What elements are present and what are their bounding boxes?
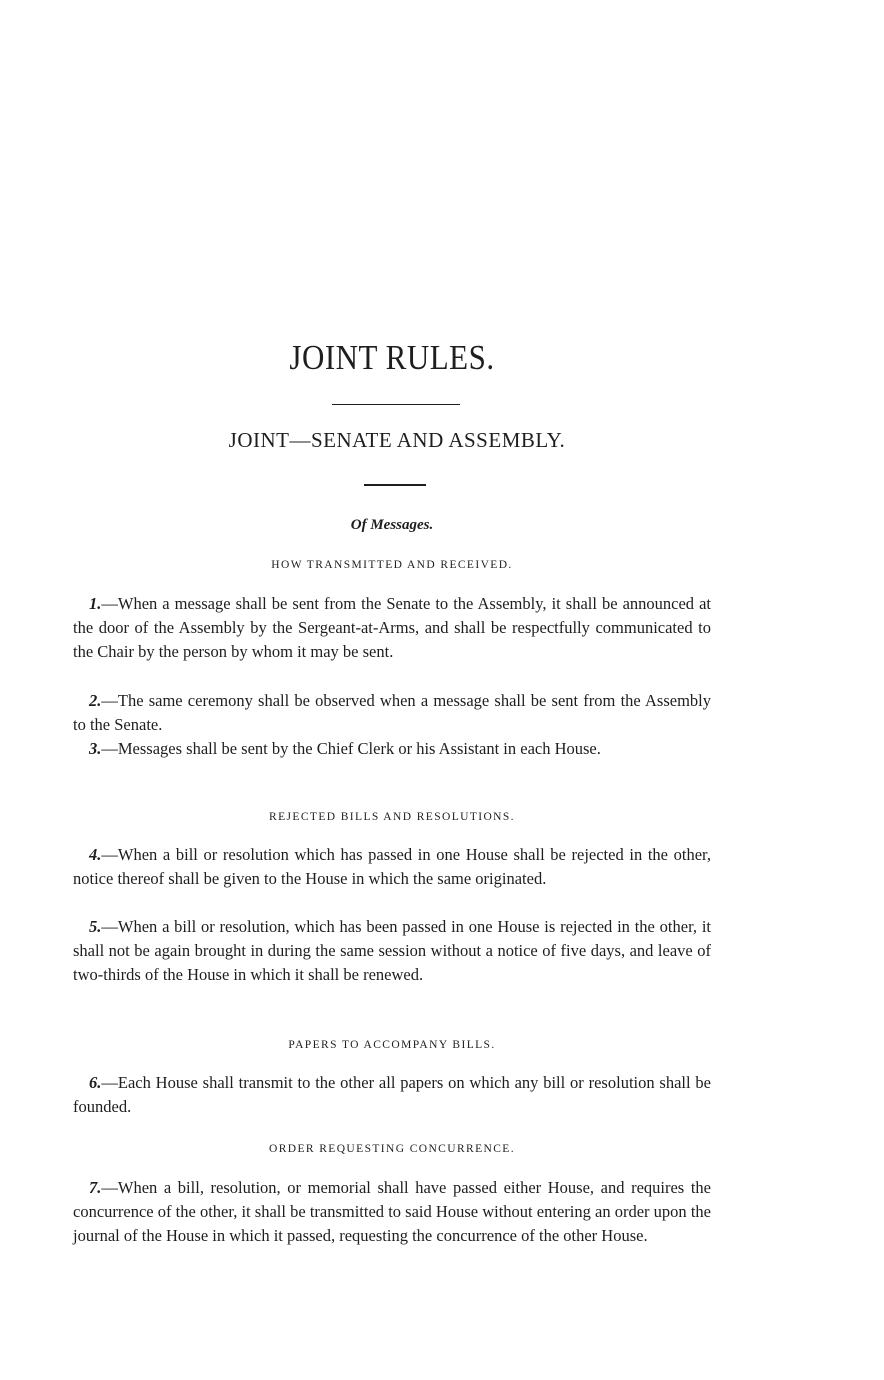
title-divider [332, 404, 460, 405]
subheading-papers: PAPERS TO ACCOMPANY BILLS. [288, 1039, 496, 1051]
rule-number: 5. [89, 917, 102, 936]
rule-7 [73, 1176, 711, 1248]
rule-text: —When a bill or resolution which has passed in one House shall be rejected in the other, notice thereof shall be given to the House in which the same originated. [73, 845, 711, 888]
rule-number: 7. [89, 1178, 102, 1197]
page-title: JOINT RULES. [289, 337, 495, 378]
rule-2 [73, 689, 711, 737]
rule-text: —When a bill or resolution, which has been passed in one House is rejected in the other, it shall not be again brought in during the same session without a notice of five days, and leave of two-thirds of the House in which it shall be renewed. [73, 917, 711, 984]
subheading-how-transmitted: HOW TRANSMITTED AND RECEIVED. [271, 559, 513, 571]
rule-4 [73, 843, 711, 891]
rule-5 [73, 915, 711, 987]
rule-number: 3. [89, 739, 102, 758]
rule-number: 4. [89, 845, 102, 864]
rule-text: —The same ceremony shall be observed when a message shall be sent from the Assembly to the Senate. [73, 691, 711, 734]
rule-number: 2. [89, 691, 102, 710]
rule-number: 6. [89, 1073, 102, 1092]
rule-3 [73, 737, 711, 761]
rule-number: 1. [89, 594, 102, 613]
subtitle-divider [364, 484, 426, 486]
rule-text: —When a bill, resolution, or memorial shall have passed either House, and requires the concurrence of the other, it shall be transmitted to said House without entering an order upon the journal of the House in which it passed, requesting the concurrence of the other House. [73, 1178, 711, 1245]
rule-6 [73, 1071, 711, 1119]
subheading-rejected-bills: REJECTED BILLS AND RESOLUTIONS. [269, 811, 515, 823]
page-subtitle: JOINT—SENATE AND ASSEMBLY. [228, 428, 566, 452]
rule-text: —When a message shall be sent from the Senate to the Assembly, it shall be announced at the door of the Assembly by the Sergeant-at-Arms, and shall be respectfully communicated to the Chair by the person by whom it may be sent. [73, 594, 711, 661]
rule-text: —Each House shall transmit to the other all papers on which any bill or resolution shall be founded. [73, 1073, 711, 1116]
section-heading: Of Messages. [350, 517, 434, 533]
rule-1 [73, 592, 711, 664]
subheading-order: ORDER REQUESTING CONCURRENCE. [268, 1143, 515, 1155]
rule-text: —Messages shall be sent by the Chief Clerk or his Assistant in each House. [101, 739, 601, 758]
